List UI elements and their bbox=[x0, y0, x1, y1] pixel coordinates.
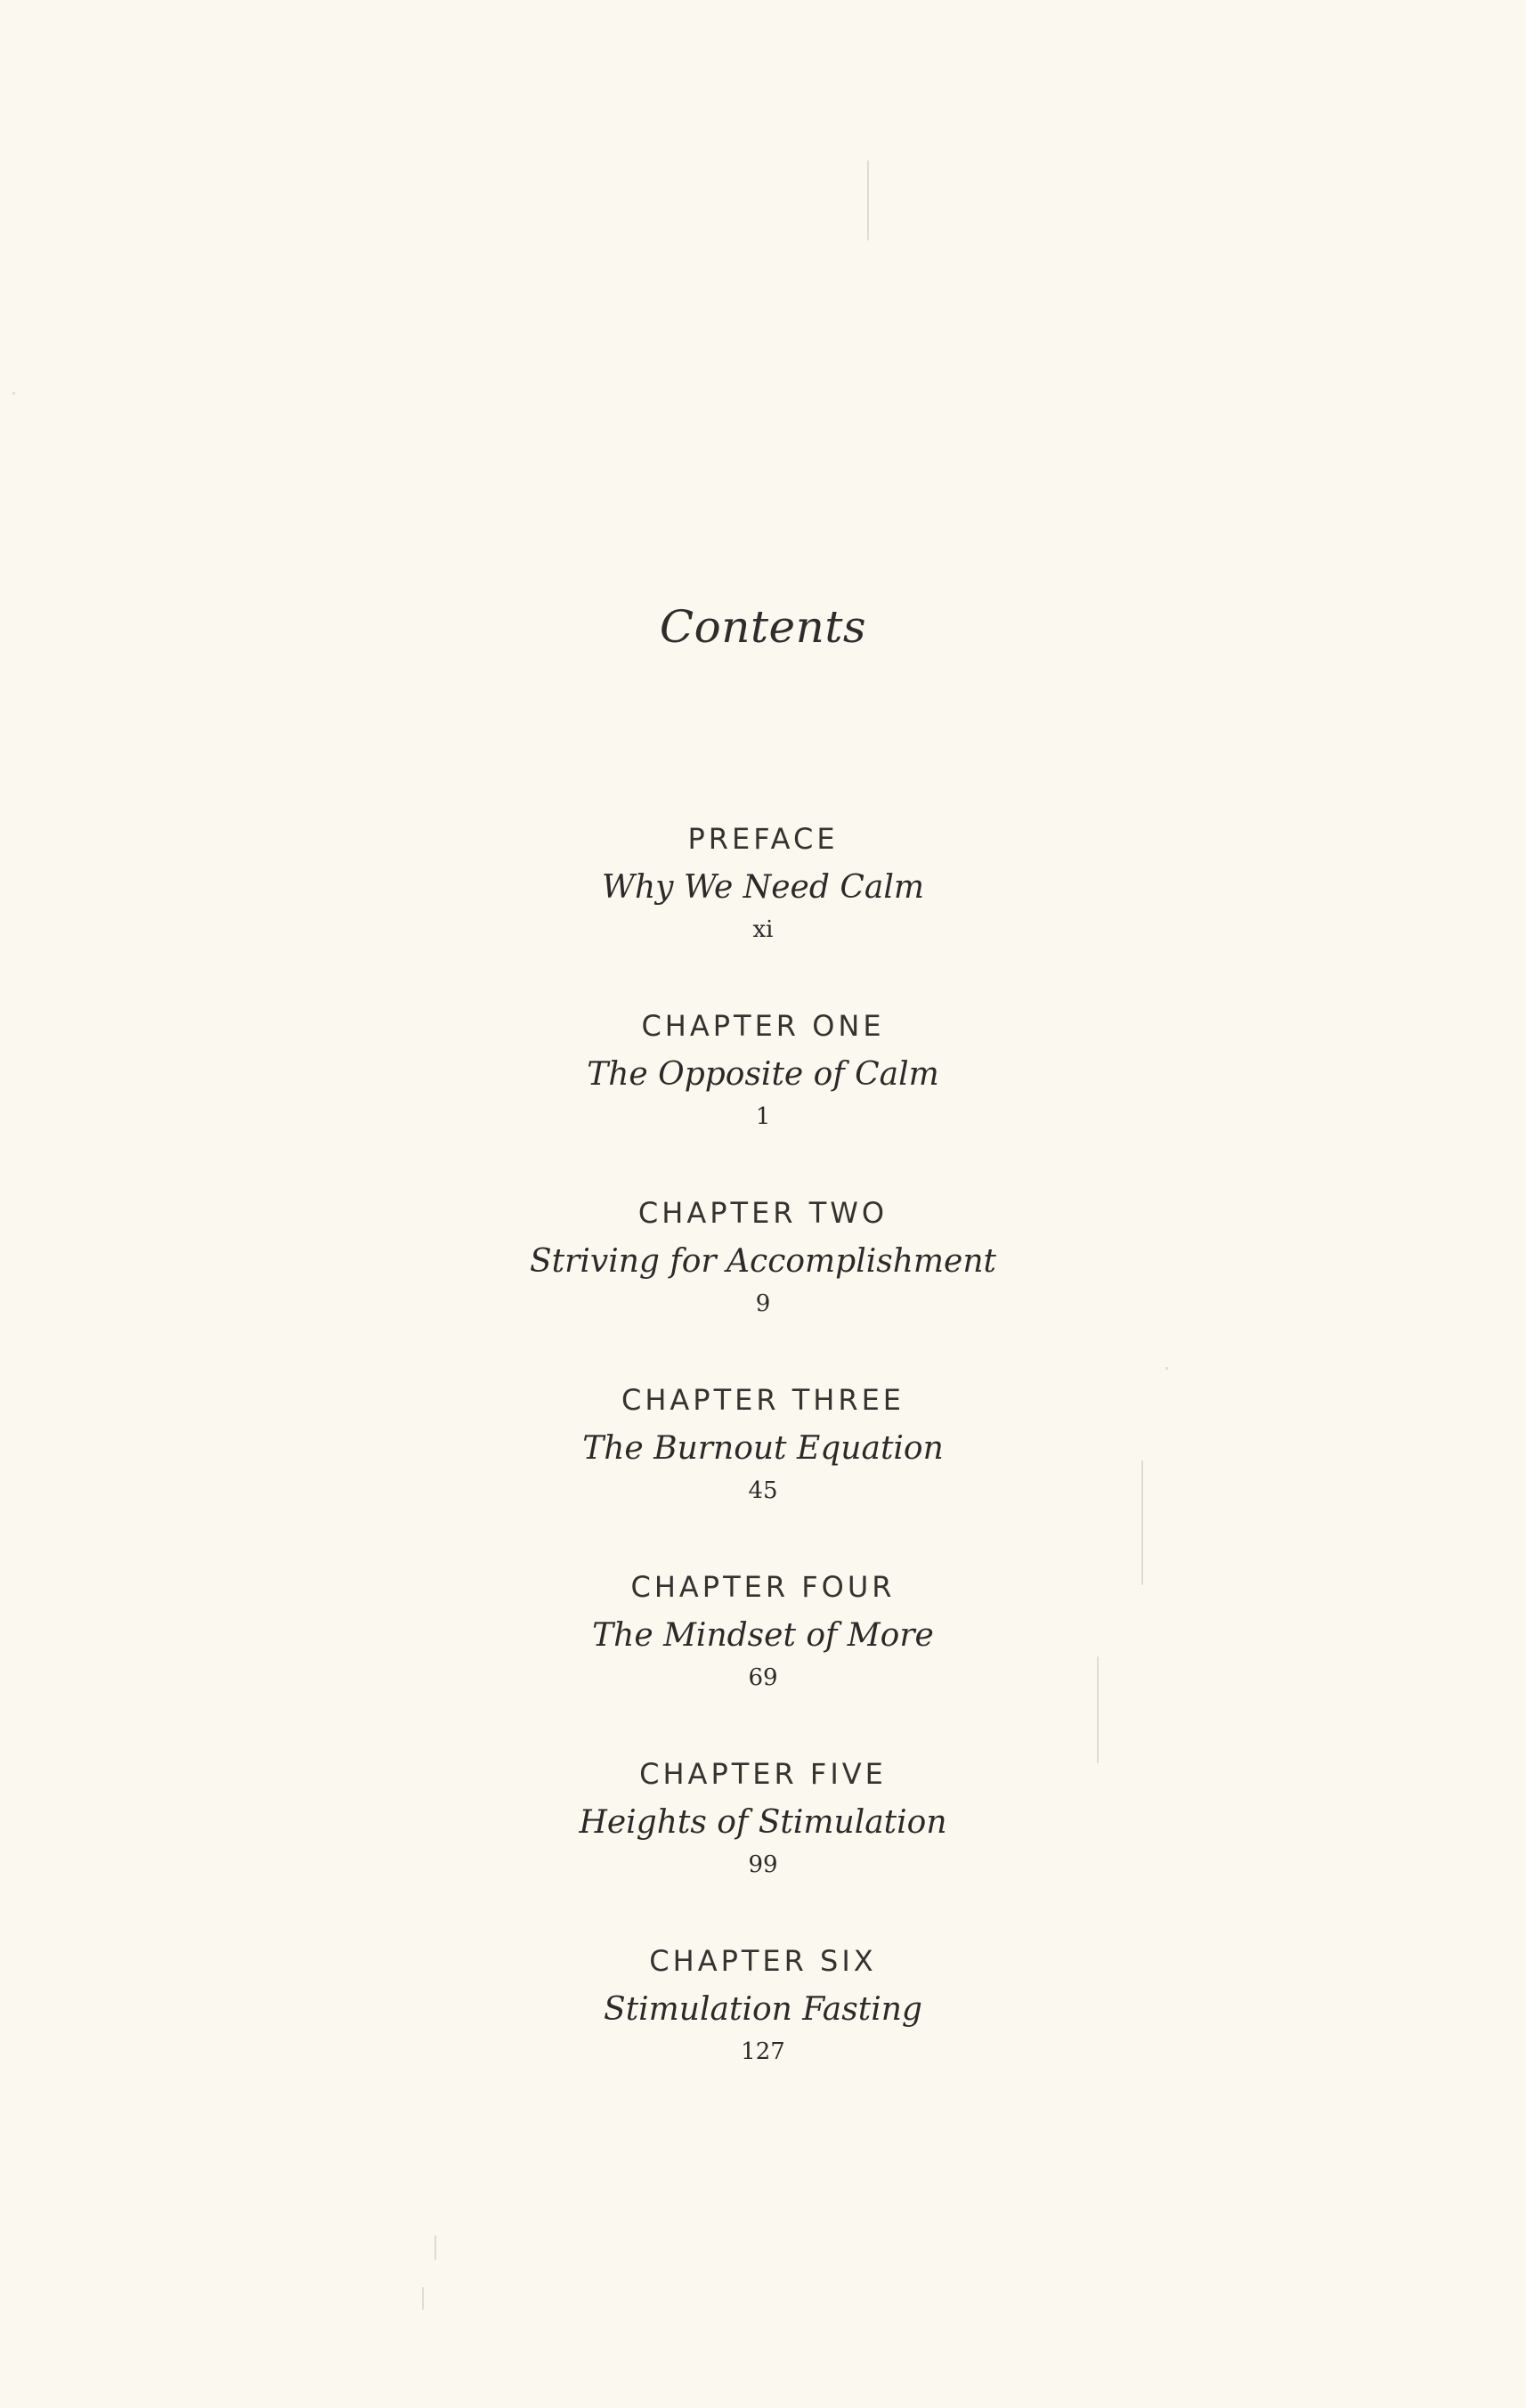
table-of-contents bbox=[0, 818, 1526, 2127]
toc-entry-page-number: xi bbox=[752, 916, 774, 943]
page-title: Contents bbox=[659, 601, 867, 653]
toc-entry-label: CHAPTER THREE bbox=[621, 1383, 905, 1417]
toc-entry-chapter-five[interactable] bbox=[0, 1753, 1526, 1940]
toc-entry-title: The Burnout Equation bbox=[582, 1430, 944, 1467]
scan-mark bbox=[422, 2287, 424, 2310]
toc-entry-title: Striving for Accomplishment bbox=[530, 1243, 996, 1280]
toc-entry-chapter-one[interactable] bbox=[0, 1005, 1526, 1192]
toc-entry-page-number: 45 bbox=[748, 1477, 778, 1504]
toc-entry-page-number: 9 bbox=[755, 1290, 771, 1317]
toc-entry-page-number: 99 bbox=[748, 1851, 778, 1878]
toc-entry-title: The Opposite of Calm bbox=[587, 1056, 939, 1093]
toc-entry-label: PREFACE bbox=[687, 822, 839, 856]
scan-mark bbox=[867, 160, 869, 240]
scan-mark bbox=[12, 392, 15, 395]
toc-entry-label: CHAPTER SIX bbox=[649, 1944, 877, 1978]
toc-entry-chapter-two[interactable] bbox=[0, 1192, 1526, 1379]
toc-entry-chapter-four[interactable] bbox=[0, 1566, 1526, 1753]
toc-entry-page-number: 127 bbox=[741, 2038, 785, 2065]
scan-mark bbox=[434, 2235, 436, 2260]
toc-entry-chapter-six[interactable] bbox=[0, 1940, 1526, 2127]
toc-entry-label: CHAPTER FIVE bbox=[639, 1757, 887, 1791]
toc-entry-page-number: 69 bbox=[748, 1664, 778, 1691]
toc-entry-label: CHAPTER ONE bbox=[641, 1009, 885, 1043]
toc-entry-chapter-three[interactable] bbox=[0, 1379, 1526, 1566]
toc-entry-title: Heights of Stimulation bbox=[579, 1804, 947, 1841]
toc-entry-page-number: 1 bbox=[755, 1103, 771, 1130]
toc-entry-title: Stimulation Fasting bbox=[604, 1991, 922, 2028]
toc-entry-title: The Mindset of More bbox=[592, 1617, 934, 1654]
toc-entry-preface[interactable] bbox=[0, 818, 1526, 1005]
toc-entry-label: CHAPTER TWO bbox=[637, 1196, 889, 1230]
toc-entry-title: Why We Need Calm bbox=[601, 869, 925, 906]
toc-entry-label: CHAPTER FOUR bbox=[630, 1570, 896, 1604]
